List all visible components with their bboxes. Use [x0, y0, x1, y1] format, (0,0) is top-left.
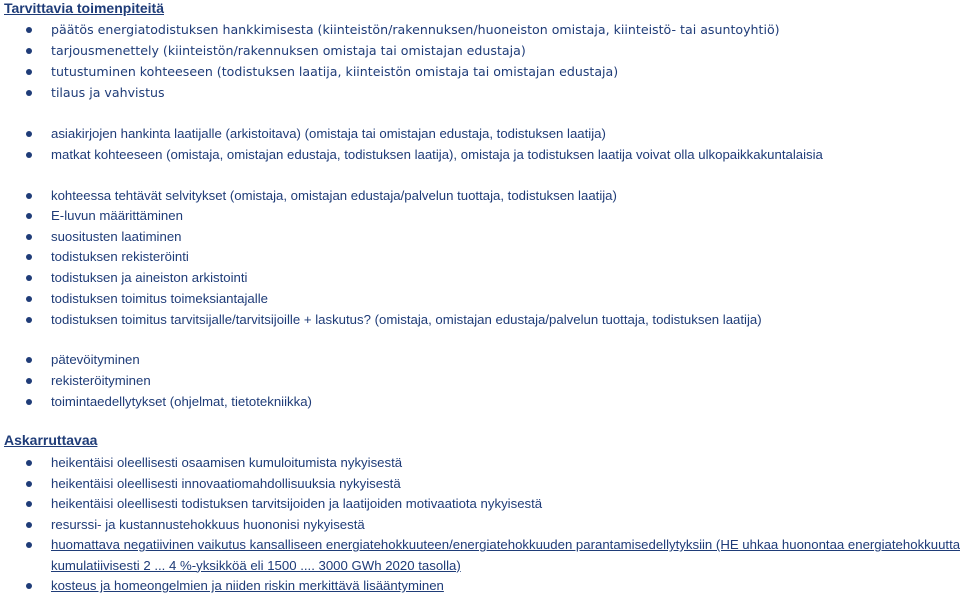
section-heading-toimenpiteita: Tarvittavia toimenpiteitä: [4, 0, 165, 16]
bullet-icon: [26, 152, 32, 158]
bullet-icon: [26, 357, 32, 363]
bullet-icon: [26, 254, 32, 260]
bullet-icon: [26, 501, 32, 507]
bullet-icon: [26, 481, 32, 487]
bullet-icon: [26, 542, 32, 548]
bullet-icon: [26, 90, 32, 96]
bullet-icon: [26, 193, 32, 199]
bullet-icon: [26, 69, 32, 75]
bullet-icon: [26, 275, 32, 281]
bullet-icon: [26, 296, 32, 302]
bullet-icon: [26, 399, 32, 405]
bullet-icon: [26, 460, 32, 466]
bullet-icon: [26, 583, 32, 589]
bullet-icon: [26, 522, 32, 528]
bullet-icon: [26, 317, 32, 323]
bullet-icon: [26, 48, 32, 54]
bullet-icon: [26, 131, 32, 137]
bullet-icon: [26, 213, 32, 219]
section-heading-askarruttavaa: Askarruttavaa: [4, 432, 98, 448]
bullet-icon: [26, 234, 32, 240]
bullet-icon: [26, 27, 32, 33]
bullet-icon: [26, 378, 32, 384]
